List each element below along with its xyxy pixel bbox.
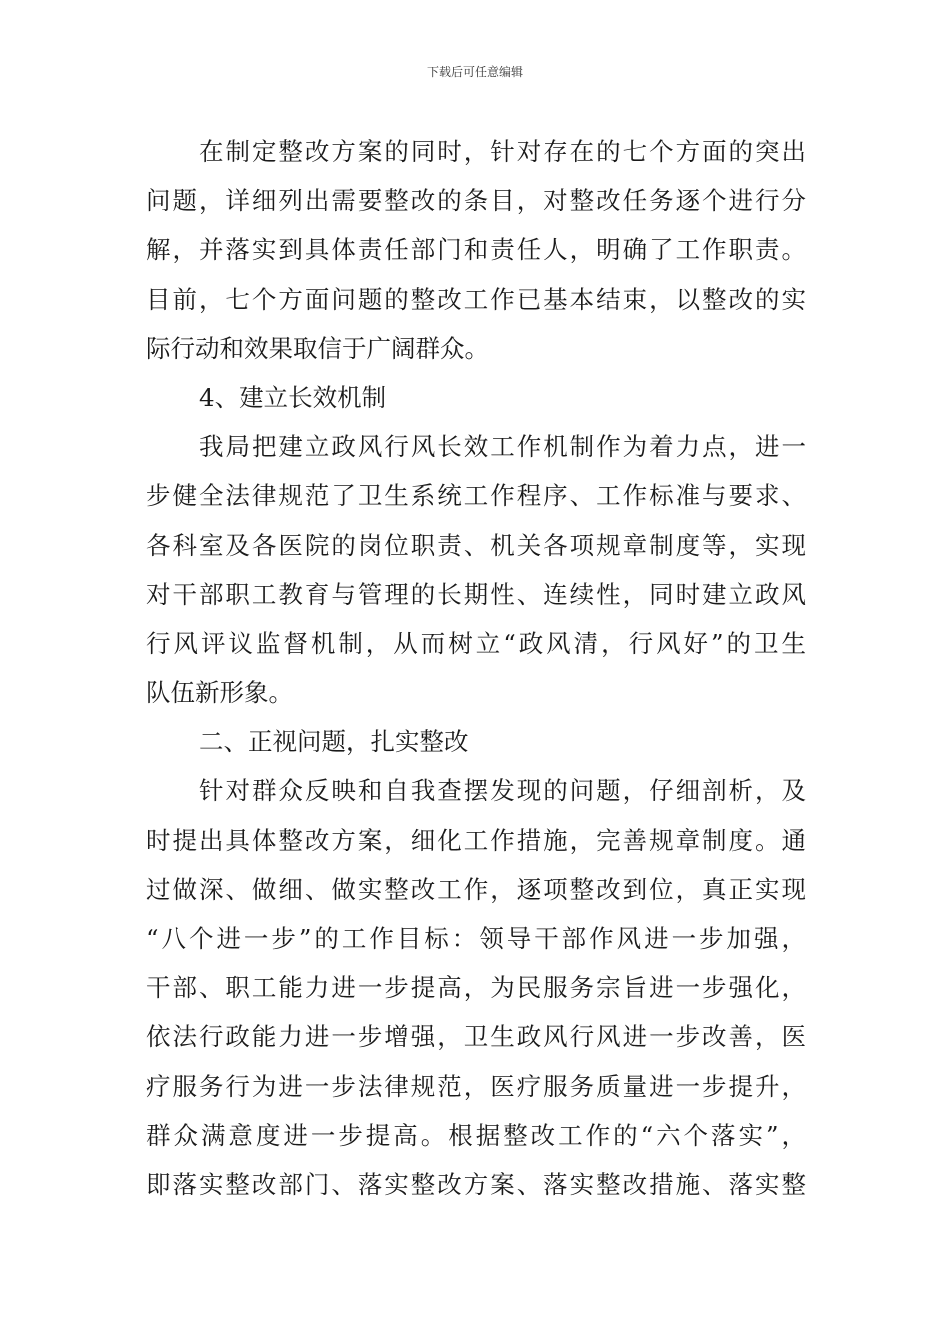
page-header: 下载后可任意编辑 — [426, 65, 523, 79]
text-line: 二、正视问题，扎实整改 — [199, 727, 469, 757]
text-line: 队伍新形象。 — [146, 678, 293, 708]
text-line: 依法行政能力进一步增强，卫生政风行风进一步改善，医 — [146, 1022, 806, 1052]
text-line: 群众满意度进一步提高。根据整改工作的“六个落实”， — [146, 1120, 806, 1150]
text-line: 干部、职工能力进一步提高，为民服务宗旨进一步强化， — [146, 973, 806, 1003]
text-line: 解，并落实到具体责任部门和责任人，明确了工作职责。 — [146, 235, 806, 265]
text-line: 际行动和效果取信于广阔群众。 — [146, 333, 489, 363]
text-line: “八个进一步”的工作目标：领导干部作风进一步加强， — [146, 924, 806, 953]
text-line: 针对群众反映和自我查摆发现的问题，仔细剖析，及 — [199, 776, 806, 806]
text-line: 即落实整改部门、落实整改方案、落实整改措施、落实整 — [146, 1169, 806, 1199]
text-line: 行风评议监督机制，从而树立“政风清，行风好”的卫生 — [146, 628, 806, 658]
text-line: 对干部职工教育与管理的长期性、连续性，同时建立政风 — [146, 579, 806, 609]
text-line: 目前，七个方面问题的整改工作已基本结束，以整改的实 — [146, 284, 806, 314]
text-line: 疗服务行为进一步法律规范，医疗服务质量进一步提升， — [146, 1071, 806, 1101]
text-line: 时提出具体整改方案，细化工作措施，完善规章制度。通 — [146, 825, 806, 855]
text-line: 各科室及各医院的岗位职责、机关各项规章制度等，实现 — [146, 530, 806, 560]
text-line: 过做深、做细、做实整改工作，逐项整改到位，真正实现 — [146, 874, 806, 904]
text-line: 问题，详细列出需要整改的条目，对整改任务逐个进行分 — [146, 186, 806, 216]
text-line: 在制定整改方案的同时，针对存在的七个方面的突出 — [199, 137, 806, 166]
document-body — [146, 127, 806, 1209]
text-line: 步健全法律规范了卫生系统工作程序、工作标准与要求、 — [146, 481, 806, 511]
text-line: 4、建立长效机制 — [199, 382, 387, 412]
text-line: 我局把建立政风行风长效工作机制作为着力点，进一 — [199, 432, 806, 462]
